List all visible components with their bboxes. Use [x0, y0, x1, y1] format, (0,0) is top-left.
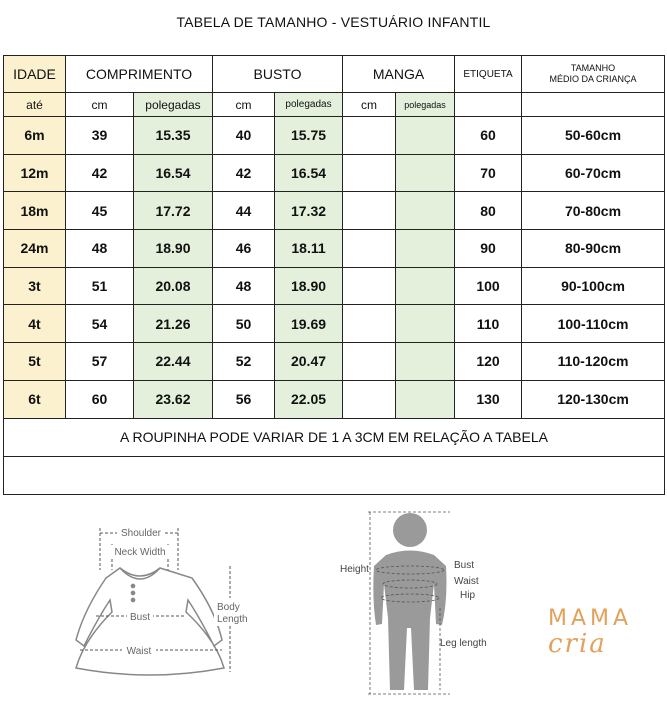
logo-line1: MAMA — [548, 606, 633, 631]
cell-idade: 6t — [4, 380, 66, 418]
cell-comp-pol: 15.35 — [134, 117, 213, 155]
cell-busto-pol: 15.75 — [275, 117, 343, 155]
table-row — [4, 117, 665, 155]
cell-manga-pol — [396, 343, 455, 381]
table-row — [4, 230, 665, 268]
cell-tamanho: 70-80cm — [522, 192, 665, 230]
cell-comp-pol: 20.08 — [134, 267, 213, 305]
label-height: Height — [340, 564, 369, 575]
dress-neckline — [120, 568, 160, 579]
header-manga: MANGA — [343, 56, 455, 93]
cell-idade: 3t — [4, 267, 66, 305]
table-row — [4, 343, 665, 381]
note-text: A ROUPINHA PODE VARIAR DE 1 A 3CM EM RELAÇÃO A TABELA — [4, 418, 665, 456]
cell-tamanho: 90-100cm — [522, 267, 665, 305]
cell-busto-cm: 40 — [213, 117, 275, 155]
cell-manga-cm — [343, 117, 396, 155]
table-row — [4, 154, 665, 192]
header-tamanho-line2: MÉDIO DA CRIANÇA — [549, 74, 637, 84]
label-neck-width: Neck Width — [114, 547, 166, 558]
dress-button — [131, 591, 134, 594]
cell-manga-pol — [396, 192, 455, 230]
size-rows — [4, 117, 665, 419]
blank-row — [4, 456, 665, 494]
cell-comp-pol: 18.90 — [134, 230, 213, 268]
page-title: TABELA DE TAMANHO - VESTUÁRIO INFANTIL — [176, 14, 491, 30]
dress-labels — [110, 526, 250, 657]
label-shoulder: Shoulder — [120, 528, 162, 539]
mama-cria-logo — [548, 606, 632, 659]
cell-comp-cm: 60 — [66, 380, 134, 418]
cell-manga-cm — [343, 343, 396, 381]
cell-idade: 18m — [4, 192, 66, 230]
subheader-comp-pol: polegadas — [134, 93, 213, 117]
label-length: Length — [217, 614, 248, 625]
subheader-tamanho-empty — [522, 93, 665, 117]
cell-manga-pol — [396, 154, 455, 192]
cell-busto-pol: 18.11 — [275, 230, 343, 268]
subheader-manga-cm: cm — [343, 93, 396, 117]
cell-etiqueta: 110 — [455, 305, 522, 343]
cell-manga-pol — [396, 267, 455, 305]
table-row — [4, 192, 665, 230]
cell-comp-cm: 57 — [66, 343, 134, 381]
cell-manga-cm — [343, 192, 396, 230]
cell-manga-pol — [396, 230, 455, 268]
cell-busto-pol: 22.05 — [275, 380, 343, 418]
cell-manga-cm — [343, 154, 396, 192]
cell-manga-pol — [396, 117, 455, 155]
cell-comp-pol: 21.26 — [134, 305, 213, 343]
cell-busto-pol: 19.69 — [275, 305, 343, 343]
subheader-ate: até — [4, 93, 66, 117]
label-hip: Hip — [460, 590, 476, 601]
cell-busto-cm: 42 — [213, 154, 275, 192]
cell-comp-cm: 39 — [66, 117, 134, 155]
child-silhouette — [373, 513, 446, 690]
label-leg-length: Leg length — [440, 638, 487, 649]
cell-manga-cm — [343, 230, 396, 268]
cell-busto-cm: 56 — [213, 380, 275, 418]
child-body — [373, 551, 446, 691]
child-head — [393, 513, 427, 547]
cell-manga-pol — [396, 305, 455, 343]
label-waist: Waist — [126, 646, 152, 657]
cell-comp-cm: 45 — [66, 192, 134, 230]
cell-busto-pol: 17.32 — [275, 192, 343, 230]
subheader-busto-pol: polegadas — [275, 93, 343, 117]
cell-manga-cm — [343, 380, 396, 418]
cell-comp-cm: 48 — [66, 230, 134, 268]
size-table — [3, 55, 665, 495]
cell-etiqueta: 70 — [455, 154, 522, 192]
cell-etiqueta: 90 — [455, 230, 522, 268]
header-etiqueta: ETIQUETA — [455, 56, 522, 93]
header-tamanho-line1: TAMANHO — [570, 63, 616, 73]
label-body: Body — [217, 602, 240, 613]
cell-idade: 12m — [4, 154, 66, 192]
blank-cell — [4, 456, 665, 494]
cell-tamanho: 60-70cm — [522, 154, 665, 192]
table-row — [4, 267, 665, 305]
subheader-etiqueta-empty — [455, 93, 522, 117]
cell-busto-pol: 18.90 — [275, 267, 343, 305]
note-row — [4, 418, 665, 456]
cell-manga-cm — [343, 305, 396, 343]
cell-etiqueta: 130 — [455, 380, 522, 418]
table-row — [4, 305, 665, 343]
subheader-comp-cm: cm — [66, 93, 134, 117]
header-tamanho — [522, 56, 665, 93]
label-bust: Bust — [129, 612, 151, 623]
cell-tamanho: 120-130cm — [522, 380, 665, 418]
logo-line2: cria — [548, 629, 607, 659]
cell-busto-pol: 20.47 — [275, 343, 343, 381]
cell-comp-cm: 42 — [66, 154, 134, 192]
cell-busto-cm: 48 — [213, 267, 275, 305]
cell-busto-pol: 16.54 — [275, 154, 343, 192]
label-child-bust: Bust — [454, 560, 475, 571]
cell-comp-pol: 23.62 — [134, 380, 213, 418]
cell-comp-pol: 22.44 — [134, 343, 213, 381]
cell-idade: 6m — [4, 117, 66, 155]
subheader-manga-pol: polegadas — [396, 93, 455, 117]
cell-etiqueta: 100 — [455, 267, 522, 305]
cell-idade: 4t — [4, 305, 66, 343]
label-child-waist: Waist — [454, 576, 479, 587]
cell-manga-pol — [396, 380, 455, 418]
cell-tamanho: 100-110cm — [522, 305, 665, 343]
cell-comp-pol: 17.72 — [134, 192, 213, 230]
header-comprimento: COMPRIMENTO — [66, 56, 213, 93]
header-busto: BUSTO — [213, 56, 343, 93]
header-row — [4, 56, 665, 93]
cell-idade: 5t — [4, 343, 66, 381]
header-idade: IDADE — [4, 56, 66, 93]
cell-manga-cm — [343, 267, 396, 305]
dress-button — [131, 598, 134, 601]
cell-tamanho: 80-90cm — [522, 230, 665, 268]
table-row — [4, 380, 665, 418]
cell-busto-cm: 46 — [213, 230, 275, 268]
cell-etiqueta: 80 — [455, 192, 522, 230]
cell-etiqueta: 60 — [455, 117, 522, 155]
cell-tamanho: 110-120cm — [522, 343, 665, 381]
cell-etiqueta: 120 — [455, 343, 522, 381]
measurement-diagram — [0, 500, 667, 703]
subheader-busto-cm: cm — [213, 93, 275, 117]
cell-tamanho: 50-60cm — [522, 117, 665, 155]
cell-comp-pol: 16.54 — [134, 154, 213, 192]
cell-busto-cm: 52 — [213, 343, 275, 381]
dress-button — [131, 584, 134, 587]
cell-busto-cm: 44 — [213, 192, 275, 230]
cell-busto-cm: 50 — [213, 305, 275, 343]
cell-comp-cm: 54 — [66, 305, 134, 343]
subheader-row — [4, 93, 665, 117]
cell-idade: 24m — [4, 230, 66, 268]
cell-comp-cm: 51 — [66, 267, 134, 305]
